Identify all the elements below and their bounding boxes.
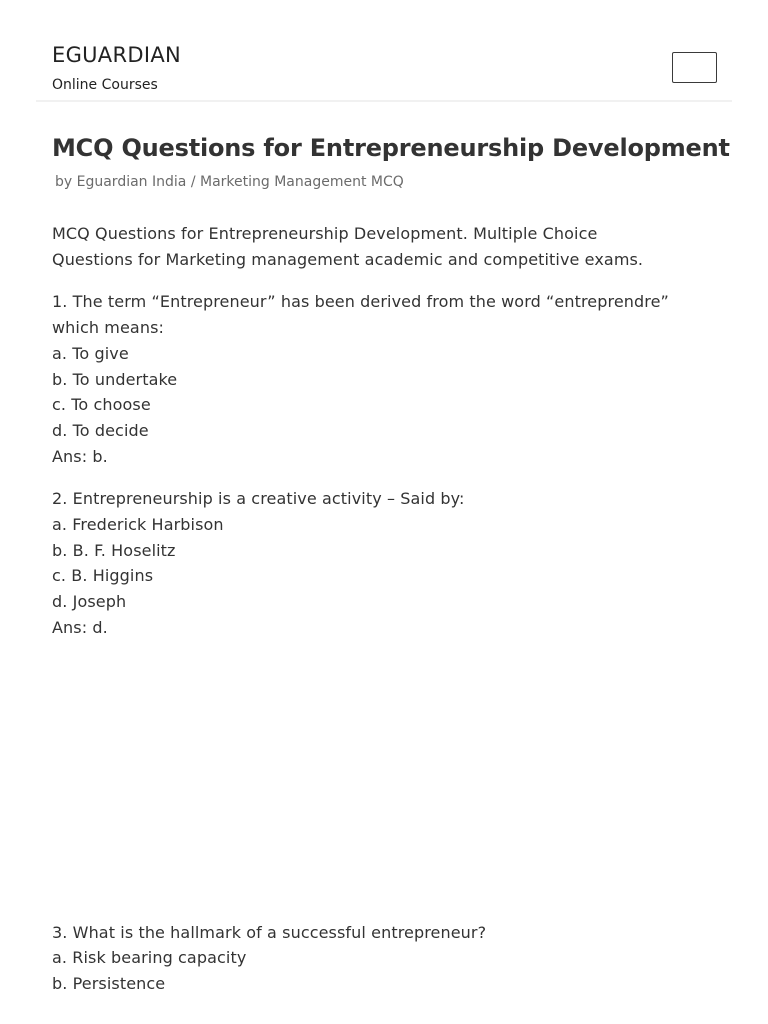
menu-toggle-button[interactable] <box>672 52 717 83</box>
article-meta <box>55 172 404 192</box>
answer: Ans: b. <box>52 446 108 466</box>
author-link[interactable]: Eguardian India <box>76 174 187 190</box>
intro-paragraph <box>52 221 732 272</box>
site-header <box>0 0 768 102</box>
answer: Ans: d. <box>52 617 108 637</box>
ad-space <box>52 658 732 920</box>
option-b: b. Persistence <box>52 973 166 993</box>
question-text: 2. Entrepreneurship is a creative activity – Said by: <box>52 489 465 509</box>
option-b: b. To undertake <box>52 369 178 389</box>
option-c: c. To choose <box>52 395 151 415</box>
option-b: b. B. F. Hoselitz <box>52 540 176 560</box>
intro-line: MCQ Questions for Entrepreneurship Development. Multiple Choice <box>52 224 598 243</box>
meta-separator: / <box>190 174 196 190</box>
option-a: a. Risk bearing capacity <box>52 948 247 968</box>
option-d: d. To decide <box>52 420 149 440</box>
option-a: a. To give <box>52 343 129 363</box>
question-3 <box>52 920 732 997</box>
site-tagline: Online Courses <box>52 77 158 93</box>
option-c: c. B. Higgins <box>52 566 154 586</box>
option-d: d. Joseph <box>52 592 127 612</box>
header-divider <box>36 100 732 102</box>
article-title: MCQ Questions for Entrepreneurship Development <box>52 134 730 162</box>
question-text: 3. What is the hallmark of a successful entrepreneur? <box>52 922 487 942</box>
question-2 <box>52 486 732 640</box>
category-link[interactable]: Marketing Management MCQ <box>199 174 404 190</box>
intro-line: Questions for Marketing management academic and competitive exams. <box>52 249 644 269</box>
question-1 <box>52 289 732 469</box>
option-a: a. Frederick Harbison <box>52 515 224 535</box>
question-text: which means: <box>52 318 164 338</box>
meta-by-label: by <box>55 174 73 190</box>
article-content <box>52 221 732 1014</box>
question-text: 1. The term “Entrepreneur” has been derived from the word “entreprendre” <box>52 292 669 312</box>
site-title-link[interactable]: EGUARDIAN <box>52 43 182 67</box>
